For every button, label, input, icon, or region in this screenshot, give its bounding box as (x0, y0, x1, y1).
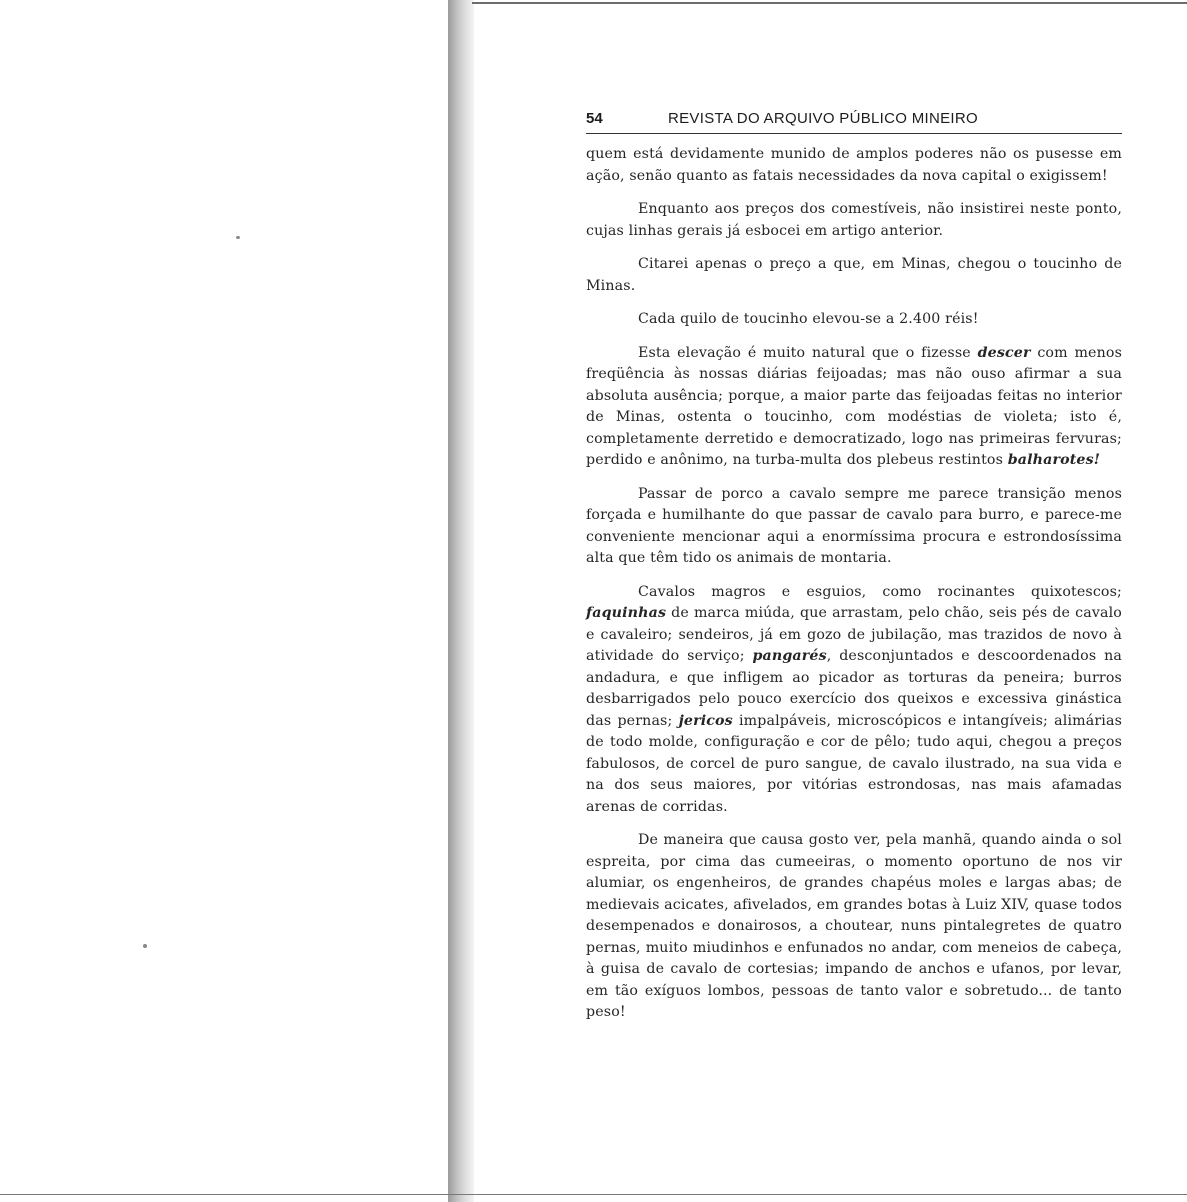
running-head (586, 110, 1122, 134)
scan-top-edge (472, 2, 1187, 4)
text-segment: Enquanto aos preços dos comestíveis, não insistirei neste ponto, cujas linhas gerais já esbocei em artigo anterior. (586, 201, 1122, 239)
journal-title: REVISTA DO ARQUIVO PÚBLICO MINEIRO (668, 110, 978, 127)
text-segment: Cada quilo de toucinho elevou-se a 2.400 réis! (638, 311, 979, 327)
paragraph (586, 199, 1122, 242)
text-segment: Passar de porco a cavalo sempre me parece transição menos forçada e humilhante do que passar de cavalo para burro, e parece-me conveniente mencionar aqui a enormíssima procura e estrondosíssima alta que têm tido os animais de montaria. (586, 485, 1122, 566)
italic-term: balharotes! (1007, 452, 1101, 468)
paragraph (586, 830, 1122, 1024)
text-segment: , desconjuntados e descoordenados na andadura, e que infligem ao picador as torturas da peneira; burros desbarrigados pelo pouco exercício dos queixos e excessiva ginástica das pernas; (586, 648, 1122, 729)
text-segment: Citarei apenas o preço a que, em Minas, chegou o toucinho de Minas. (586, 256, 1122, 294)
scan-speck (236, 236, 240, 239)
paragraph (586, 582, 1122, 819)
paragraph (586, 144, 1122, 187)
text-segment: de marca miúda, que arrastam, pelo chão, seis pés de cavalo e cavaleiro; sendeiros, já em gozo de jubilação, mas trazidos de novo à atividade do serviço; (586, 605, 1122, 664)
text-segment: quem está devidamente munido de amplos poderes não os pusesse em ação, senão quanto as fatais necessidades da nova capital o exigissem! (586, 146, 1122, 184)
italic-term: jericos (678, 712, 733, 729)
book-spine-shadow (448, 0, 474, 1202)
paragraph (586, 309, 1122, 331)
scan-speck (143, 944, 147, 948)
paragraph (586, 484, 1122, 570)
italic-term: descer (977, 344, 1031, 361)
scan-bottom-edge (0, 1194, 1187, 1195)
italic-term: faquinhas (586, 605, 667, 621)
text-segment: Cavalos magros e esguios, como rocinantes quixotescos; (638, 583, 1122, 600)
page-number: 54 (586, 110, 603, 127)
paragraph (586, 254, 1122, 297)
text-segment: Esta elevação é muito natural que o fizesse (638, 344, 978, 361)
text-segment: De maneira que causa gosto ver, pela manhã, quando ainda o sol espreita, por cima das cumeeiras, o momento oportuno de nos vir alumiar, os engenheiros, de grandes chapéus moles e largas abas; de medievais acicates, afivelados, em grandes botas à Luiz XIV, quase todos desempenados e donairosos, a choutear, nuns pintalegretes de quatro pernas, muito miudinhos e enfunados no andar, com meneios de cabeça, à guisa de cavalo de cortesias; impando de anchos e ufanos, por levar, em tão exíguos lombos, pessoas de tanto valor e sobretudo... de tanto peso! (586, 832, 1122, 1020)
text-segment: com menos freqüência às nossas diárias feijoadas; mas não ouso afirmar a sua absoluta ausência; porque, a maior parte das feijoadas feitas no interior de Minas, ostenta o toucinho, com modéstias de violeta; isto é, completamente derretido e democratizado, logo nas primeiras fervuras; perdido e anônimo, na turba-multa dos plebeus restintos (586, 344, 1122, 468)
text-segment: impalpáveis, microscópicos e intangíveis; alimárias de todo molde, configuração e cor de pêlo; tudo aqui, chegou a preços fabulosos, de corcel de puro sangue, de cavalo ilustrado, na sua vida e na dos seus maiores, por vitórias estrondosas, nas mais afamadas arenas de corridas. (586, 712, 1122, 815)
book-page (586, 110, 1122, 1036)
paragraph (586, 343, 1122, 472)
italic-term: pangarés (752, 648, 827, 664)
